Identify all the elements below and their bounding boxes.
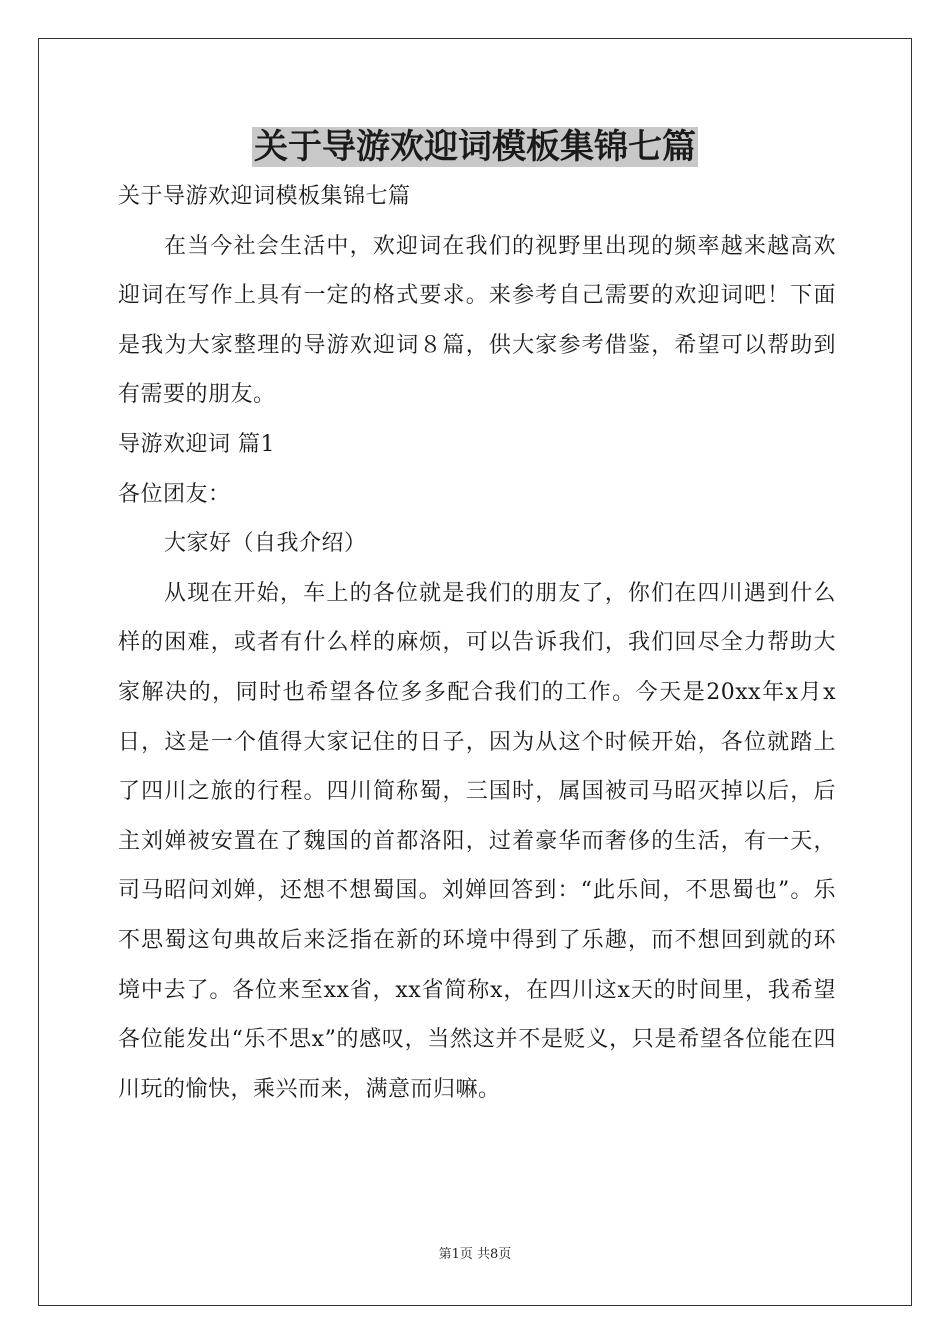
document-body xyxy=(118,172,836,1114)
section-heading: 导游欢迎词 篇1 xyxy=(118,431,275,457)
document-title xyxy=(0,124,950,170)
paragraph-subtitle: 关于导游欢迎词模板集锦七篇 xyxy=(118,184,411,209)
document-title-text: 关于导游欢迎词模板集锦七篇 xyxy=(254,127,696,167)
paragraph-greeting: 大家好（自我介绍） xyxy=(164,531,367,557)
paragraph-intro: 在当今社会生活中，欢迎词在我们的视野里出现的频率越来越高欢迎词在写作上具有一定的格式要求。来参考自己需要的欢迎词吧！下面是我为大家整理的导游欢迎词８篇，供大家参考借鉴，希望可以帮助到有需要的朋友。 xyxy=(118,233,836,408)
page-number: 第1页 共8页 xyxy=(438,1247,512,1262)
paragraph-body: 从现在开始，车上的各位就是我们的朋友了，你们在四川遇到什么样的困难，或者有什么样的麻烦，可以告诉我们，我们回尽全力帮助大家解决的，同时也希望各位多多配合我们的工作。今天是20xx年x月x日，这是一个值得大家记住的日子，因为从这个时候开始，各位就踏上了四川之旅的行程。四川简称蜀，三国时，属国被司马昭灭掉以后，后主刘婵被安置在了魏国的首都洛阳，过着豪华而奢侈的生活，有一天，司马昭问刘婵，还想不想蜀国。刘婵回答到：“此乐间，不思蜀也”。乐不思蜀这句典故后来泛指在新的环境中得到了乐趣，而不想回到就的环境中去了。各位来至xx省，xx省简称x，在四川这x天的时间里，我希望各位能发出“乐不思x”的感叹，当然这并不是贬义，只是希望各位能在四川玩的愉快，乘兴而来，满意而归嘛。 xyxy=(118,580,836,1102)
paragraph-salutation: 各位团友： xyxy=(118,481,231,507)
